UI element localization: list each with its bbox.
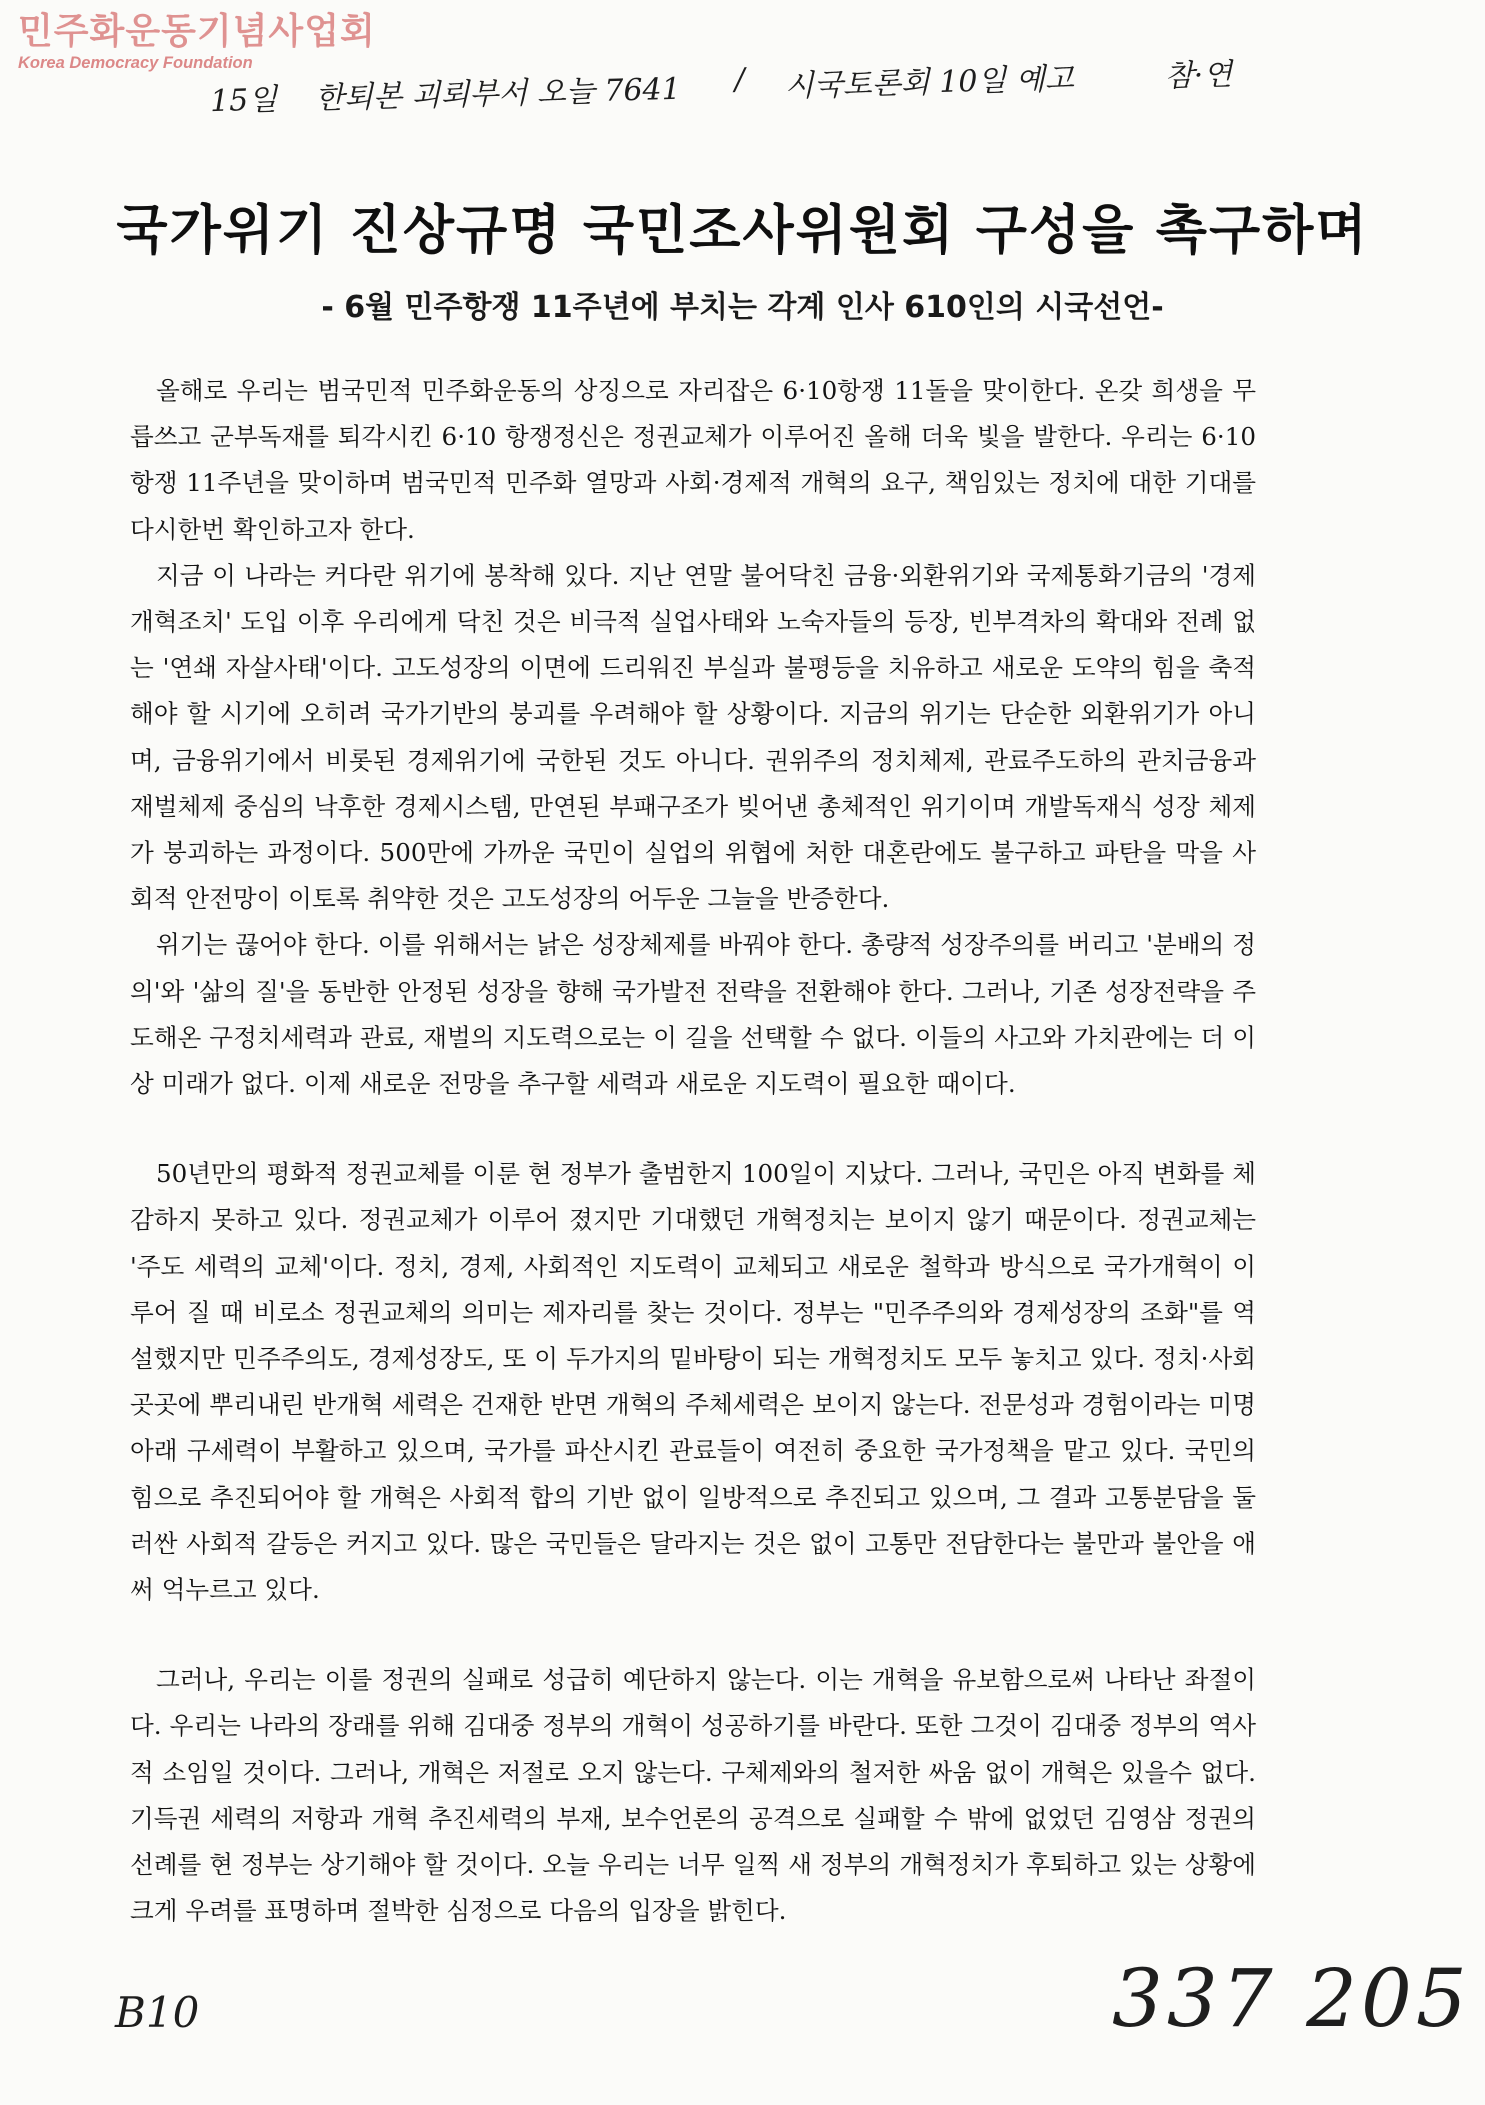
document-body: [130, 368, 1256, 1935]
handwritten-page-number: 337 205: [1112, 1952, 1471, 2045]
watermark-korean: 민주화운동기념사업회: [18, 11, 376, 52]
handnote-phrase-1: 한퇴본 괴뢰부서 오늘 7641: [314, 71, 682, 117]
document-subtitle: - 6월 민주항쟁 11주년에 부치는 각계 인사 610인의 시국선언-: [321, 290, 1164, 325]
paragraph-1: 올해로 우리는 범국민적 민주화운동의 상징으로 자리잡은 6·10항쟁 11돌을 맞이한다. 온갖 희생을 무릅쓰고 군부독재를 퇴각시킨 6·10 항쟁정신은 정권교체가 이루어진 올해 더욱 빛을 발한다. 우리는 6·10항쟁 11주년을 맞이하며 범국민적 민주화 열망과 사회·경제적 개혁의 요구, 책임있는 정치에 대한 기대를 다시한번 확인하고자 한다.: [130, 376, 1256, 544]
paragraph-3: 위기는 끊어야 한다. 이를 위해서는 낡은 성장체제를 바꿔야 한다. 총량적 성장주의를 버리고 '분배의 정의'와 '삶의 질'을 동반한 안정된 성장을 향해 국가발전 전략을 전환해야 한다. 그러나, 기존 성장전략을 주도해온 구정치세력과 관료, 재벌의 지도력으로는 이 길을 선택할 수 없다. 이들의 사고와 가치관에는 더 이상 미래가 없다. 이제 새로운 전망을 추구할 세력과 새로운 지도력이 필요한 때이다.: [130, 930, 1256, 1099]
handwritten-mark-left: B10: [115, 1988, 200, 2037]
watermark: [18, 11, 376, 73]
handnote-phrase-2: 시국토론회 10일 예고: [784, 61, 1075, 105]
watermark-english: Korea Democracy Foundation: [18, 54, 253, 72]
paragraph-4: 50년만의 평화적 정권교체를 이룬 현 정부가 출범한지 100일이 지났다. 그러나, 국민은 아직 변화를 체감하지 못하고 있다. 정권교체가 이루어 졌지만 기대했던 개혁정치는 보이지 않기 때문이다. 정권교체는 '주도 세력의 교체'이다. 정치, 경제, 사회적인 지도력이 교체되고 새로운 철학과 방식으로 국가개혁이 이루어 질 때 비로소 정권교체의 의미는 제자리를 찾는 것이다. 정부는 "민주주의와 경제성장의 조화"를 역설했지만 민주주의도, 경제성장도, 또 이 두가지의 밑바탕이 되는 개혁정치도 모두 놓치고 있다. 정치·사회 곳곳에 뿌리내린 반개혁 세력은 건재한 반면 개혁의 주체세력은 보이지 않는다. 전문성과 경험이라는 미명아래 구세력이 부활하고 있으며, 국가를 파산시킨 관료들이 여전히 중요한 국가정책을 맡고 있다. 국민의 힘으로 추진되어야 할 개혁은 사회적 합의 기반 없이 일방적으로 추진되고 있으며, 그 결과 고통분담을 둘러싼 사회적 갈등은 커지고 있다. 많은 국민들은 달라지는 것은 없이 고통만 전담한다는 불만과 불안을 애써 억누르고 있다.: [130, 1159, 1256, 1605]
paragraph-2: 지금 이 나라는 커다란 위기에 봉착해 있다. 지난 연말 불어닥친 금융·외환위기와 국제통화기금의 '경제개혁조치' 도입 이후 우리에게 닥친 것은 비극적 실업사태와 노숙자들의 등장, 빈부격차의 확대와 전례 없는 '연쇄 자살사태'이다. 고도성장의 이면에 드리워진 부실과 불평등을 치유하고 새로운 도약의 힘을 축적해야 할 시기에 오히려 국가기반의 붕괴를 우려해야 할 상황이다. 지금의 위기는 단순한 외환위기가 아니며, 금융위기에서 비롯된 경제위기에 국한된 것도 아니다. 권위주의 정치체제, 관료주도하의 관치금융과 재벌체제 중심의 낙후한 경제시스템, 만연된 부패구조가 빚어낸 총체적인 위기이며 개발독재식 성장 체제가 붕괴하는 과정이다. 500만에 가까운 국민이 실업의 위협에 처한 대혼란에도 불구하고 파탄을 막을 사회적 안전망이 이토록 취약한 것은 고도성장의 어두운 그늘을 반증한다.: [130, 560, 1256, 914]
handnote-slash: /: [734, 62, 746, 98]
handnote-initials: 참·연: [1164, 57, 1233, 95]
document-title: 국가위기 진상규명 국민조사위원회 구성을 촉구하며: [116, 200, 1369, 261]
handnote-date: 15일: [209, 82, 278, 120]
paragraph-5: 그러나, 우리는 이를 정권의 실패로 성급히 예단하지 않는다. 이는 개혁을 유보함으로써 나타난 좌절이다. 우리는 나라의 장래를 위해 김대중 정부의 개혁이 성공하기를 바란다. 또한 그것이 김대중 정부의 역사적 소임일 것이다. 그러나, 개혁은 저절로 오지 않는다. 구체제와의 철저한 싸움 없이 개혁은 있을수 없다. 기득권 세력의 저항과 개혁 추진세력의 부재, 보수언론의 공격으로 실패할 수 밖에 없었던 김영삼 정권의 선례를 현 정부는 상기해야 할 것이다. 오늘 우리는 너무 일찍 새 정부의 개혁정치가 후퇴하고 있는 상황에 크게 우려를 표명하며 절박한 심정으로 다음의 입장을 밝힌다.: [130, 1665, 1256, 1926]
